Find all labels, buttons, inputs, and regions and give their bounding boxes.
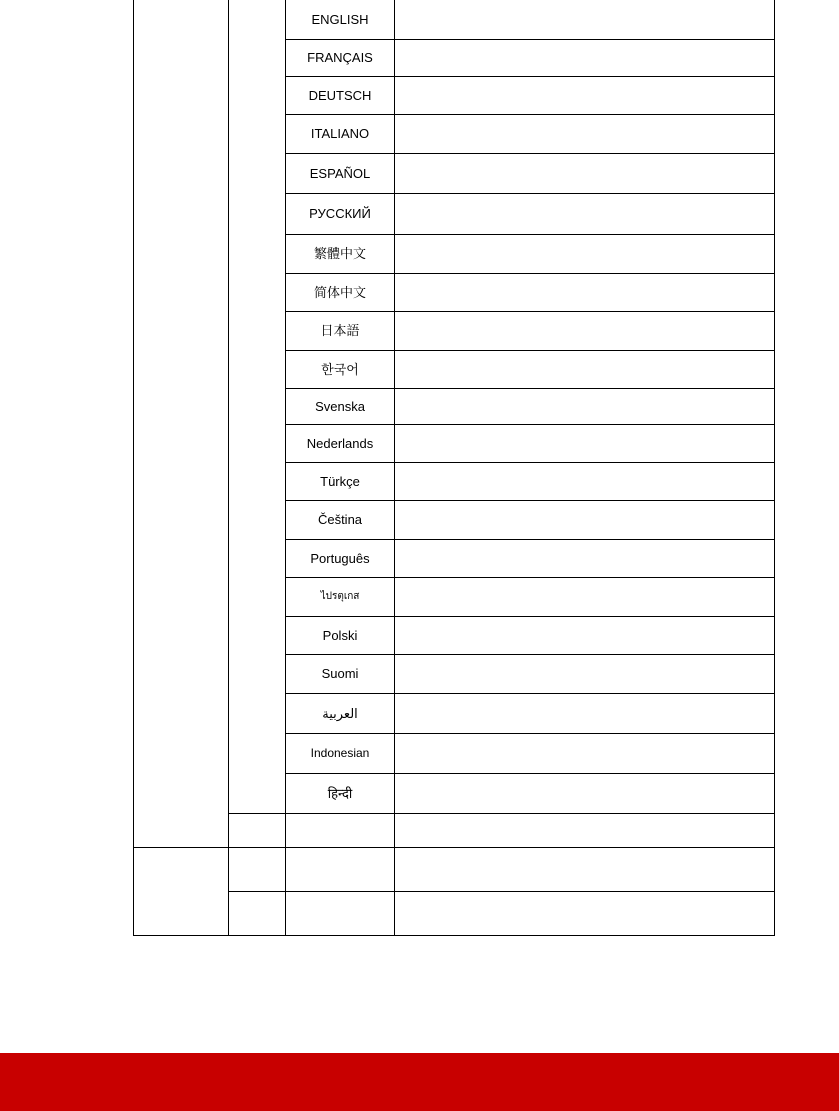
menu-category-cell	[134, 0, 229, 847]
description-cell	[395, 114, 775, 153]
table-row	[134, 0, 775, 39]
option-cell	[286, 813, 395, 847]
language-option-portugues: Português	[286, 539, 395, 577]
table-row	[134, 813, 775, 847]
description-cell	[395, 539, 775, 577]
description-cell	[395, 577, 775, 616]
description-cell	[395, 350, 775, 388]
description-cell	[395, 813, 775, 847]
description-cell	[395, 193, 775, 234]
language-option-indonesian: Indonesian	[286, 733, 395, 773]
menu-item-cell	[229, 891, 286, 935]
table-row	[134, 891, 775, 935]
language-option-polski: Polski	[286, 616, 395, 654]
language-option-korean: 한국어	[286, 350, 395, 388]
description-cell	[395, 891, 775, 935]
language-option-italiano: ITALIANO	[286, 114, 395, 153]
language-option-traditional-chinese: 繁體中文	[286, 234, 395, 273]
language-option-francais: FRANÇAIS	[286, 39, 395, 76]
description-cell	[395, 311, 775, 350]
description-cell	[395, 733, 775, 773]
language-option-suomi: Suomi	[286, 654, 395, 693]
menu-item-cell	[229, 0, 286, 813]
description-cell	[395, 500, 775, 539]
language-option-svenska: Svenska	[286, 388, 395, 424]
menu-settings-table	[133, 0, 775, 936]
language-option-simplified-chinese: 简体中文	[286, 273, 395, 311]
footer-band	[0, 1053, 839, 1111]
description-cell	[395, 153, 775, 193]
menu-item-cell	[229, 847, 286, 891]
table-row	[134, 847, 775, 891]
option-cell	[286, 847, 395, 891]
description-cell	[395, 39, 775, 76]
description-cell	[395, 847, 775, 891]
language-option-hindi: हिन्दी	[286, 773, 395, 813]
language-option-espanol: ESPAÑOL	[286, 153, 395, 193]
description-cell	[395, 424, 775, 462]
language-option-cestina: Čeština	[286, 500, 395, 539]
description-cell	[395, 616, 775, 654]
language-option-nederlands: Nederlands	[286, 424, 395, 462]
language-option-thai: ไปรตุเกส	[286, 577, 395, 616]
description-cell	[395, 773, 775, 813]
language-option-japanese: 日本語	[286, 311, 395, 350]
language-option-english: ENGLISH	[286, 0, 395, 39]
menu-category-cell	[134, 847, 229, 935]
description-cell	[395, 76, 775, 114]
description-cell	[395, 0, 775, 39]
language-option-deutsch: DEUTSCH	[286, 76, 395, 114]
language-option-turkce: Türkçe	[286, 462, 395, 500]
description-cell	[395, 654, 775, 693]
description-cell	[395, 234, 775, 273]
description-cell	[395, 273, 775, 311]
language-option-russian: РУССКИЙ	[286, 193, 395, 234]
description-cell	[395, 462, 775, 500]
option-cell	[286, 891, 395, 935]
description-cell	[395, 693, 775, 733]
language-option-arabic: العربية	[286, 693, 395, 733]
menu-item-cell	[229, 813, 286, 847]
description-cell	[395, 388, 775, 424]
